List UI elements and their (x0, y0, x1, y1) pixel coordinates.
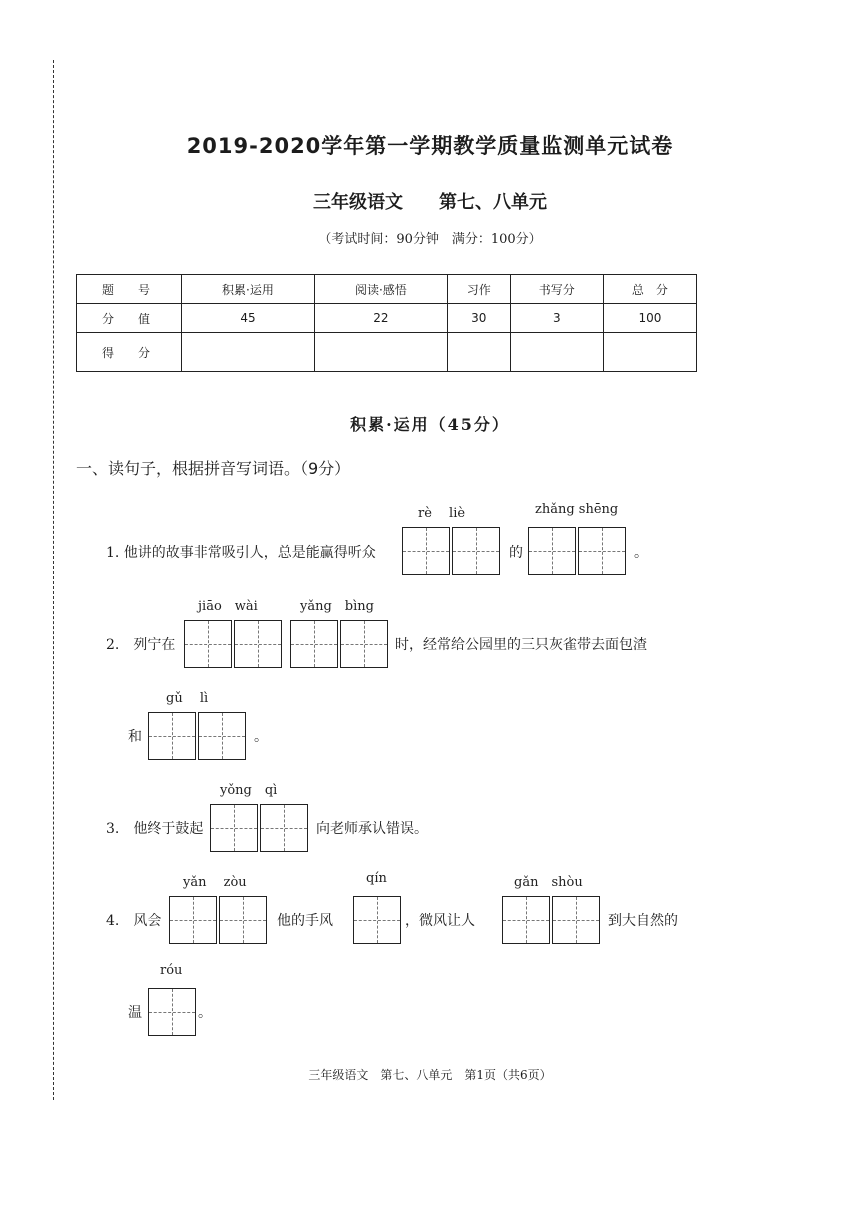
sentence-text: 。 (254, 729, 268, 745)
writing-grid-box[interactable] (452, 527, 500, 575)
pinyin-label: rè liè (418, 506, 466, 521)
binding-line (53, 60, 54, 1100)
pinyin-label: gǎn shòu (514, 875, 583, 890)
row-label: 题 号 (77, 275, 182, 304)
table-cell: 45 (182, 304, 315, 333)
sentence-text: 到大自然的 (608, 913, 678, 929)
score-entry-cell[interactable] (447, 333, 510, 372)
score-entry-cell[interactable] (314, 333, 447, 372)
writing-grid-box[interactable] (148, 988, 196, 1036)
pinyin-label: yǒng qì (220, 783, 278, 798)
column-header: 积累·运用 (182, 275, 315, 304)
page-title: 2019-2020学年第一学期教学质量监测单元试卷 (186, 134, 674, 158)
writing-grid-box[interactable] (184, 620, 232, 668)
writing-grid-box[interactable] (148, 712, 196, 760)
column-header: 书写分 (510, 275, 603, 304)
page-subtitle (0, 188, 860, 214)
row-label: 分 值 (77, 304, 182, 333)
sentence-text: 。 (198, 1005, 212, 1021)
pinyin-label: yǎng bìng (300, 599, 374, 614)
score-table (76, 274, 697, 372)
writing-grid-box[interactable] (353, 896, 401, 944)
table-cell: 22 (314, 304, 447, 333)
sentence-text: 3. 他终于鼓起 (106, 821, 204, 837)
writing-grid-box[interactable] (340, 620, 388, 668)
writing-grid-box[interactable] (234, 620, 282, 668)
table-cell: 30 (447, 304, 510, 333)
sentence-text: 的 (509, 545, 523, 561)
sentence-text: 向老师承认错误。 (316, 821, 428, 837)
sentence-text: 他的手风 (277, 913, 333, 929)
pinyin-label: yǎn zòu (183, 875, 247, 890)
writing-grid-box[interactable] (552, 896, 600, 944)
column-header: 阅读·感悟 (314, 275, 447, 304)
sentence-text: 和 (128, 729, 142, 745)
score-row-values (77, 304, 697, 333)
writing-grid-box[interactable] (198, 712, 246, 760)
writing-grid-box[interactable] (210, 804, 258, 852)
writing-grid-box[interactable] (290, 620, 338, 668)
score-entry-cell[interactable] (510, 333, 603, 372)
column-header: 总 分 (603, 275, 696, 304)
sentence-text: ，微风让人 (405, 913, 475, 929)
section-title: 积累·运用（45分） (350, 415, 510, 434)
pinyin-label: zhǎng shēng (535, 502, 619, 517)
pinyin-label: gǔ lì (166, 691, 209, 706)
writing-grid-box[interactable] (502, 896, 550, 944)
score-entry-cell[interactable] (603, 333, 696, 372)
sentence-text: 时，经常给公园里的三只灰雀带去面包渣 (395, 637, 647, 653)
question-title: 一、读句子，根据拼音写词语。（9分） (76, 459, 351, 478)
sentence-text: 4. 风会 (106, 913, 162, 929)
writing-grid-box[interactable] (528, 527, 576, 575)
pinyin-label: jiāo wài (198, 599, 258, 614)
column-header: 习作 (447, 275, 510, 304)
score-entry-cell[interactable] (182, 333, 315, 372)
writing-grid-box[interactable] (260, 804, 308, 852)
page-footer: 三年级语文 第七、八单元 第1页（共6页） (308, 1068, 552, 1082)
pinyin-label: róu (160, 963, 183, 978)
subtitle-unit: 第七、八单元 (439, 192, 547, 213)
score-row-header (77, 275, 697, 304)
table-cell: 100 (603, 304, 696, 333)
writing-grid-box[interactable] (219, 896, 267, 944)
writing-grid-box[interactable] (578, 527, 626, 575)
row-label: 得 分 (77, 333, 182, 372)
sentence-text: 。 (634, 545, 648, 561)
exam-info: （考试时间：90分钟 满分：100分） (318, 232, 542, 247)
sentence-text: 温 (128, 1005, 142, 1021)
writing-grid-box[interactable] (402, 527, 450, 575)
table-cell: 3 (510, 304, 603, 333)
sentence-text: 1. 他讲的故事非常吸引人，总是能赢得听众 (106, 545, 376, 561)
pinyin-label: qín (366, 871, 387, 886)
subtitle-grade: 三年级语文 (313, 192, 403, 213)
writing-grid-box[interactable] (169, 896, 217, 944)
sentence-text: 2. 列宁在 (106, 637, 176, 653)
score-row-earned (77, 333, 697, 372)
